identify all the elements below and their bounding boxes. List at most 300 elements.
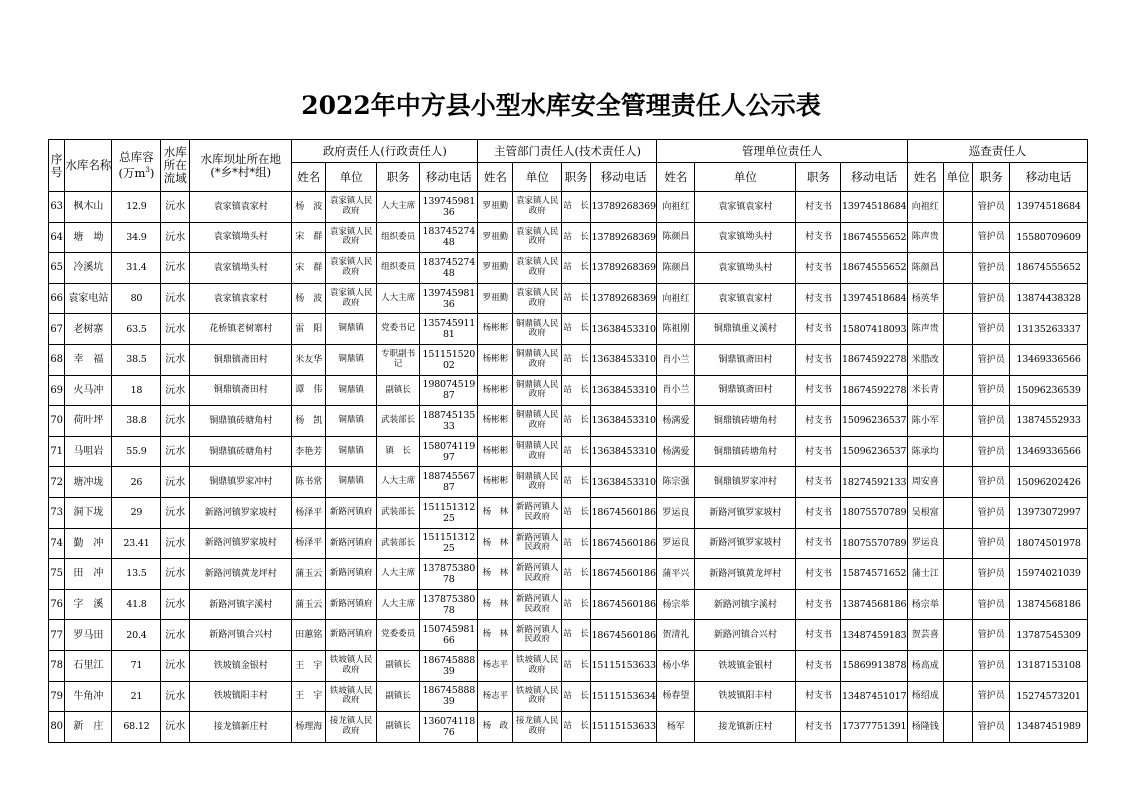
cell-gov-unit: 新路河镇府 [326, 528, 377, 559]
table-row [49, 497, 1088, 528]
header-dept-name: 姓名 [478, 163, 513, 192]
cell-capacity: 71 [112, 650, 161, 681]
cell-dept-phone: 13789268369 [590, 192, 657, 223]
header-name: 水库名称 [65, 140, 112, 192]
cell-basin: 沅水 [161, 406, 190, 437]
cell-patrol-unit [943, 467, 973, 498]
header-dept-group: 主管部门责任人(技术责任人) [478, 140, 657, 163]
cell-gov-name: 米友华 [292, 344, 326, 375]
cell-gov-phone: 13974598136 [420, 192, 478, 223]
cell-reservoir-name: 枫木山 [65, 192, 112, 223]
cell-mgmt-name: 罗运良 [657, 528, 695, 559]
cell-mgmt-name: 杨满爱 [657, 406, 695, 437]
cell-patrol-unit [943, 620, 973, 651]
cell-dept-phone: 13638453310 [590, 467, 657, 498]
table-row [49, 650, 1088, 681]
cell-mgmt-unit: 接龙镇新庄村 [695, 712, 796, 743]
header-gov-phone: 移动电话 [420, 163, 478, 192]
header-dept-unit: 单位 [513, 163, 562, 192]
cell-gov-title: 人大主席 [377, 283, 420, 314]
header-seq: 序号 [49, 140, 65, 192]
cell-gov-unit: 新路河镇府 [326, 589, 377, 620]
cell-mgmt-title: 村支书 [796, 620, 841, 651]
cell-capacity: 26 [112, 467, 161, 498]
cell-dept-phone: 13638453310 [590, 436, 657, 467]
cell-gov-name: 王 宇 [292, 681, 326, 712]
cell-mgmt-unit: 袁家镇坳头村 [695, 222, 796, 253]
cell-gov-phone: 13787538078 [420, 589, 478, 620]
cell-gov-name: 陈书常 [292, 467, 326, 498]
cell-gov-title: 副镇长 [377, 712, 420, 743]
cell-mgmt-name: 蒲平兴 [657, 559, 695, 590]
cell-gov-title: 人大主席 [377, 467, 420, 498]
cell-dept-title: 站 长 [562, 344, 591, 375]
cell-mgmt-unit: 新路河镇合兴村 [695, 620, 796, 651]
cell-patrol-unit [943, 375, 973, 406]
cell-gov-title: 武装部长 [377, 497, 420, 528]
cell-patrol-unit [943, 283, 973, 314]
cell-seq: 70 [49, 406, 65, 437]
cell-patrol-name: 罗运良 [907, 528, 943, 559]
cell-reservoir-name: 塘冲垅 [65, 467, 112, 498]
cell-patrol-name: 向祖红 [907, 192, 943, 223]
cell-dept-phone: 15115153634 [590, 681, 657, 712]
cell-seq: 76 [49, 589, 65, 620]
header-patrol-title: 职务 [973, 163, 1010, 192]
cell-dept-name: 杨彬彬 [478, 344, 513, 375]
cell-gov-unit: 铜鼎镇 [326, 406, 377, 437]
cell-seq: 71 [49, 436, 65, 467]
cell-patrol-title: 管护员 [973, 192, 1010, 223]
cell-mgmt-phone: 13487459183 [841, 620, 907, 651]
cell-gov-title: 组织委员 [377, 222, 420, 253]
cell-patrol-phone: 13135263337 [1010, 314, 1088, 345]
cell-location: 铁坡镇金银村 [190, 650, 292, 681]
cell-patrol-title: 管护员 [973, 314, 1010, 345]
cell-dept-unit: 铁坡镇人民政府 [513, 650, 562, 681]
cell-dept-title: 站 长 [562, 712, 591, 743]
cell-seq: 79 [49, 681, 65, 712]
cell-patrol-unit [943, 406, 973, 437]
cell-mgmt-name: 杨军 [657, 712, 695, 743]
cell-seq: 69 [49, 375, 65, 406]
cell-mgmt-phone: 18075570789 [841, 497, 907, 528]
cell-gov-unit: 铜鼎镇 [326, 314, 377, 345]
cell-capacity: 55.9 [112, 436, 161, 467]
cell-mgmt-unit: 新路河镇黄龙坪村 [695, 559, 796, 590]
cell-mgmt-name: 向祖红 [657, 283, 695, 314]
cell-dept-phone: 18674560186 [590, 497, 657, 528]
cell-location: 新路河镇罗家坡村 [190, 497, 292, 528]
header-patrol-name: 姓名 [907, 163, 943, 192]
cell-seq: 63 [49, 192, 65, 223]
cell-basin: 沅水 [161, 559, 190, 590]
cell-patrol-unit [943, 712, 973, 743]
cell-gov-name: 王 宇 [292, 650, 326, 681]
cell-patrol-name: 米腊改 [907, 344, 943, 375]
cell-patrol-unit [943, 528, 973, 559]
cell-gov-phone: 13787538078 [420, 559, 478, 590]
cell-dept-name: 罗祖勤 [478, 283, 513, 314]
cell-basin: 沅水 [161, 436, 190, 467]
header-patrol-unit: 单位 [943, 163, 973, 192]
cell-patrol-phone: 18674555652 [1010, 253, 1088, 284]
cell-patrol-unit [943, 681, 973, 712]
cell-dept-name: 罗祖勤 [478, 253, 513, 284]
cell-capacity: 23.41 [112, 528, 161, 559]
cell-mgmt-name: 陈颜昌 [657, 222, 695, 253]
cell-patrol-name: 吴根富 [907, 497, 943, 528]
cell-basin: 沅水 [161, 712, 190, 743]
cell-gov-title: 镇 长 [377, 436, 420, 467]
cell-dept-name: 杨 林 [478, 497, 513, 528]
cell-dept-unit: 新路河镇人民政府 [513, 620, 562, 651]
cell-dept-title: 站 长 [562, 559, 591, 590]
cell-location: 新路河镇字溪村 [190, 589, 292, 620]
cell-capacity: 41.8 [112, 589, 161, 620]
cell-capacity: 18 [112, 375, 161, 406]
cell-location: 铜鼎镇斋田村 [190, 344, 292, 375]
cell-dept-name: 杨 林 [478, 559, 513, 590]
cell-seq: 75 [49, 559, 65, 590]
cell-capacity: 20.4 [112, 620, 161, 651]
cell-gov-unit: 铁坡镇人民政府 [326, 650, 377, 681]
cell-dept-name: 杨彬彬 [478, 375, 513, 406]
cell-location: 铜鼎镇砖塘角村 [190, 436, 292, 467]
cell-dept-name: 杨彬彬 [478, 467, 513, 498]
cell-capacity: 80 [112, 283, 161, 314]
cell-dept-phone: 15115153633 [590, 712, 657, 743]
cell-dept-unit: 新路河镇人民政府 [513, 528, 562, 559]
cell-mgmt-name: 杨宗举 [657, 589, 695, 620]
cell-dept-title: 站 长 [562, 222, 591, 253]
cell-dept-title: 站 长 [562, 192, 591, 223]
cell-patrol-unit [943, 589, 973, 620]
cell-mgmt-phone: 15096236537 [841, 436, 907, 467]
cell-dept-unit: 袁家镇人民政府 [513, 192, 562, 223]
cell-seq: 65 [49, 253, 65, 284]
cell-dept-unit: 铜鼎镇人民政府 [513, 467, 562, 498]
cell-mgmt-phone: 18674555652 [841, 253, 907, 284]
header-capacity: 总库容 (万$m^3$) [112, 140, 161, 192]
cell-gov-phone: 13607411876 [420, 712, 478, 743]
cell-gov-phone: 15115131225 [420, 497, 478, 528]
cell-patrol-title: 管护员 [973, 436, 1010, 467]
cell-mgmt-phone: 18674592278 [841, 375, 907, 406]
cell-mgmt-name: 贺清礼 [657, 620, 695, 651]
cell-basin: 沅水 [161, 528, 190, 559]
cell-capacity: 12.9 [112, 192, 161, 223]
cell-mgmt-title: 村支书 [796, 436, 841, 467]
cell-gov-name: 杨泽平 [292, 497, 326, 528]
cell-mgmt-name: 杨满爱 [657, 436, 695, 467]
cell-dept-name: 杨志平 [478, 650, 513, 681]
cell-reservoir-name: 幸 福 [65, 344, 112, 375]
cell-dept-title: 站 长 [562, 375, 591, 406]
table-row [49, 528, 1088, 559]
cell-mgmt-unit: 铜鼎镇重义溪村 [695, 314, 796, 345]
cell-gov-phone: 15115152002 [420, 344, 478, 375]
cell-patrol-title: 管护员 [973, 681, 1010, 712]
cell-gov-name: 雷 阳 [292, 314, 326, 345]
cell-mgmt-phone: 13974518684 [841, 192, 907, 223]
table-row [49, 253, 1088, 284]
cell-reservoir-name: 荷叶坪 [65, 406, 112, 437]
cell-mgmt-title: 村支书 [796, 314, 841, 345]
cell-capacity: 38.8 [112, 406, 161, 437]
header-mgmt-name: 姓名 [657, 163, 695, 192]
cell-mgmt-unit: 新路河镇罗家坡村 [695, 528, 796, 559]
cell-reservoir-name: 马咀岩 [65, 436, 112, 467]
cell-mgmt-unit: 铁坡镇金银村 [695, 650, 796, 681]
cell-reservoir-name: 勤 冲 [65, 528, 112, 559]
cell-patrol-name: 蒲士江 [907, 559, 943, 590]
cell-dept-phone: 18674560186 [590, 528, 657, 559]
cell-location: 袁家镇坳头村 [190, 222, 292, 253]
cell-patrol-phone: 15974021039 [1010, 559, 1088, 590]
cell-gov-name: 李艳芳 [292, 436, 326, 467]
cell-gov-unit: 袁家镇人民政府 [326, 192, 377, 223]
cell-dept-unit: 袁家镇人民政府 [513, 253, 562, 284]
cell-reservoir-name: 塘 坳 [65, 222, 112, 253]
cell-reservoir-name: 牛角冲 [65, 681, 112, 712]
cell-seq: 73 [49, 497, 65, 528]
cell-dept-phone: 13638453310 [590, 375, 657, 406]
cell-mgmt-phone: 15096236537 [841, 406, 907, 437]
cell-gov-title: 副镇长 [377, 650, 420, 681]
cell-dept-name: 杨彬彬 [478, 406, 513, 437]
cell-mgmt-unit: 铜鼎镇斋田村 [695, 344, 796, 375]
cell-gov-unit: 袁家镇人民政府 [326, 222, 377, 253]
cell-patrol-name: 陈颜昌 [907, 253, 943, 284]
cell-dept-title: 站 长 [562, 497, 591, 528]
header-patrol-group: 巡查责任人 [907, 140, 1087, 163]
cell-gov-title: 副镇长 [377, 681, 420, 712]
cell-gov-name: 杨 波 [292, 283, 326, 314]
cell-basin: 沅水 [161, 192, 190, 223]
cell-basin: 沅水 [161, 497, 190, 528]
cell-dept-title: 站 长 [562, 620, 591, 651]
table-row [49, 192, 1088, 223]
cell-basin: 沅水 [161, 222, 190, 253]
cell-basin: 沅水 [161, 283, 190, 314]
cell-gov-phone: 13974598136 [420, 283, 478, 314]
cell-mgmt-name: 罗运良 [657, 497, 695, 528]
cell-gov-unit: 铜鼎镇 [326, 375, 377, 406]
cell-patrol-name: 杨绍成 [907, 681, 943, 712]
cell-mgmt-title: 村支书 [796, 406, 841, 437]
cell-dept-name: 杨 政 [478, 712, 513, 743]
cell-dept-name: 罗祖勤 [478, 192, 513, 223]
cell-patrol-title: 管护员 [973, 650, 1010, 681]
cell-location: 新路河镇黄龙坪村 [190, 559, 292, 590]
cell-reservoir-name: 老树寨 [65, 314, 112, 345]
cell-patrol-unit [943, 344, 973, 375]
cell-mgmt-phone: 18274592133 [841, 467, 907, 498]
cell-gov-name: 杨 波 [292, 192, 326, 223]
cell-mgmt-unit: 袁家镇袁家村 [695, 283, 796, 314]
cell-dept-title: 站 长 [562, 467, 591, 498]
cell-mgmt-name: 杨春望 [657, 681, 695, 712]
cell-basin: 沅水 [161, 650, 190, 681]
cell-gov-unit: 铜鼎镇 [326, 436, 377, 467]
responsibility-table [48, 139, 1088, 743]
cell-patrol-unit [943, 497, 973, 528]
table-row [49, 283, 1088, 314]
cell-gov-title: 党委委员 [377, 620, 420, 651]
cell-dept-title: 站 长 [562, 436, 591, 467]
cell-gov-title: 武装部长 [377, 528, 420, 559]
cell-mgmt-phone: 13487451017 [841, 681, 907, 712]
cell-dept-phone: 15115153633 [590, 650, 657, 681]
cell-patrol-title: 管护员 [973, 559, 1010, 590]
cell-patrol-title: 管护员 [973, 712, 1010, 743]
cell-mgmt-title: 村支书 [796, 497, 841, 528]
cell-dept-unit: 袁家镇人民政府 [513, 283, 562, 314]
header-mgmt-unit: 单位 [695, 163, 796, 192]
cell-mgmt-unit: 铜鼎镇砖塘角村 [695, 406, 796, 437]
cell-location: 铜鼎镇斋田村 [190, 375, 292, 406]
cell-gov-name: 谭 伟 [292, 375, 326, 406]
cell-gov-phone: 15807411997 [420, 436, 478, 467]
cell-dept-title: 站 长 [562, 528, 591, 559]
cell-location: 新路河镇合兴村 [190, 620, 292, 651]
cell-gov-name: 蒲玉云 [292, 559, 326, 590]
cell-location: 花桥镇老树寨村 [190, 314, 292, 345]
cell-gov-unit: 铁坡镇人民政府 [326, 681, 377, 712]
cell-gov-title: 专职副书记 [377, 344, 420, 375]
cell-patrol-unit [943, 559, 973, 590]
cell-patrol-title: 管护员 [973, 222, 1010, 253]
table-row [49, 589, 1088, 620]
cell-mgmt-name: 杨小华 [657, 650, 695, 681]
cell-dept-phone: 18674560186 [590, 589, 657, 620]
cell-mgmt-name: 陈祖刚 [657, 314, 695, 345]
cell-capacity: 34.9 [112, 222, 161, 253]
cell-patrol-phone: 13787545309 [1010, 620, 1088, 651]
table-row [49, 375, 1088, 406]
cell-location: 新路河镇罗家坡村 [190, 528, 292, 559]
cell-patrol-phone: 13187153108 [1010, 650, 1088, 681]
table-row [49, 222, 1088, 253]
table-row [49, 467, 1088, 498]
cell-patrol-name: 杨隆钱 [907, 712, 943, 743]
cell-gov-unit: 袁家镇人民政府 [326, 253, 377, 284]
cell-dept-title: 站 长 [562, 406, 591, 437]
cell-patrol-unit [943, 253, 973, 284]
cell-gov-unit: 铜鼎镇 [326, 467, 377, 498]
cell-dept-phone: 13789268369 [590, 253, 657, 284]
cell-mgmt-title: 村支书 [796, 712, 841, 743]
cell-dept-phone: 13789268369 [590, 283, 657, 314]
cell-dept-unit: 铁坡镇人民政府 [513, 681, 562, 712]
cell-basin: 沅水 [161, 620, 190, 651]
cell-dept-phone: 18674560186 [590, 620, 657, 651]
cell-dept-title: 站 长 [562, 314, 591, 345]
cell-gov-phone: 18874556787 [420, 467, 478, 498]
cell-mgmt-phone: 18674555652 [841, 222, 907, 253]
cell-mgmt-unit: 袁家镇袁家村 [695, 192, 796, 223]
cell-patrol-title: 管护员 [973, 253, 1010, 284]
cell-gov-phone: 19807451987 [420, 375, 478, 406]
cell-mgmt-title: 村支书 [796, 650, 841, 681]
table-row [49, 712, 1088, 743]
cell-location: 袁家镇坳头村 [190, 253, 292, 284]
cell-gov-title: 人大主席 [377, 192, 420, 223]
cell-seq: 78 [49, 650, 65, 681]
cell-mgmt-title: 村支书 [796, 681, 841, 712]
cell-patrol-phone: 15580709609 [1010, 222, 1088, 253]
cell-patrol-phone: 13469336566 [1010, 436, 1088, 467]
cell-mgmt-unit: 新路河镇字溪村 [695, 589, 796, 620]
cell-mgmt-title: 村支书 [796, 559, 841, 590]
cell-gov-phone: 15074598166 [420, 620, 478, 651]
cell-mgmt-unit: 新路河镇罗家坡村 [695, 497, 796, 528]
cell-dept-title: 站 长 [562, 650, 591, 681]
cell-patrol-name: 杨高成 [907, 650, 943, 681]
cell-reservoir-name: 冷溪坑 [65, 253, 112, 284]
cell-mgmt-title: 村支书 [796, 589, 841, 620]
cell-reservoir-name: 石里江 [65, 650, 112, 681]
cell-seq: 67 [49, 314, 65, 345]
cell-patrol-title: 管护员 [973, 467, 1010, 498]
header-gov-group: 政府责任人(行政责任人) [292, 140, 478, 163]
cell-mgmt-phone: 13974518684 [841, 283, 907, 314]
cell-reservoir-name: 火马冲 [65, 375, 112, 406]
cell-dept-name: 杨 林 [478, 528, 513, 559]
cell-gov-unit: 接龙镇人民政府 [326, 712, 377, 743]
cell-mgmt-phone: 18075570789 [841, 528, 907, 559]
cell-capacity: 31.4 [112, 253, 161, 284]
cell-patrol-title: 管护员 [973, 528, 1010, 559]
cell-mgmt-name: 肖小兰 [657, 375, 695, 406]
cell-patrol-unit [943, 314, 973, 345]
cell-capacity: 21 [112, 681, 161, 712]
cell-dept-unit: 铜鼎镇人民政府 [513, 314, 562, 345]
cell-seq: 64 [49, 222, 65, 253]
cell-dept-title: 站 长 [562, 589, 591, 620]
table-row [49, 344, 1088, 375]
table-row [49, 406, 1088, 437]
cell-patrol-title: 管护员 [973, 589, 1010, 620]
cell-dept-title: 站 长 [562, 681, 591, 712]
cell-dept-unit: 接龙镇人民政府 [513, 712, 562, 743]
cell-location: 接龙镇新庄村 [190, 712, 292, 743]
cell-dept-phone: 13638453310 [590, 314, 657, 345]
cell-mgmt-title: 村支书 [796, 253, 841, 284]
cell-basin: 沅水 [161, 253, 190, 284]
cell-mgmt-unit: 铁坡镇阳丰村 [695, 681, 796, 712]
cell-gov-phone: 18674588839 [420, 650, 478, 681]
cell-seq: 80 [49, 712, 65, 743]
cell-gov-unit: 新路河镇府 [326, 620, 377, 651]
cell-mgmt-unit: 铜鼎镇斋田村 [695, 375, 796, 406]
cell-basin: 沅水 [161, 589, 190, 620]
cell-mgmt-phone: 15807418093 [841, 314, 907, 345]
table-row [49, 620, 1088, 651]
cell-gov-title: 党委书记 [377, 314, 420, 345]
cell-mgmt-title: 村支书 [796, 528, 841, 559]
cell-location: 铜鼎镇砖塘角村 [190, 406, 292, 437]
cell-patrol-phone: 13469336566 [1010, 344, 1088, 375]
cell-patrol-phone: 13974518684 [1010, 192, 1088, 223]
cell-patrol-phone: 15274573201 [1010, 681, 1088, 712]
cell-reservoir-name: 罗马田 [65, 620, 112, 651]
cell-basin: 沅水 [161, 344, 190, 375]
header-mgmt-phone: 移动电话 [841, 163, 907, 192]
cell-dept-unit: 新路河镇人民政府 [513, 497, 562, 528]
cell-patrol-name: 周安喜 [907, 467, 943, 498]
